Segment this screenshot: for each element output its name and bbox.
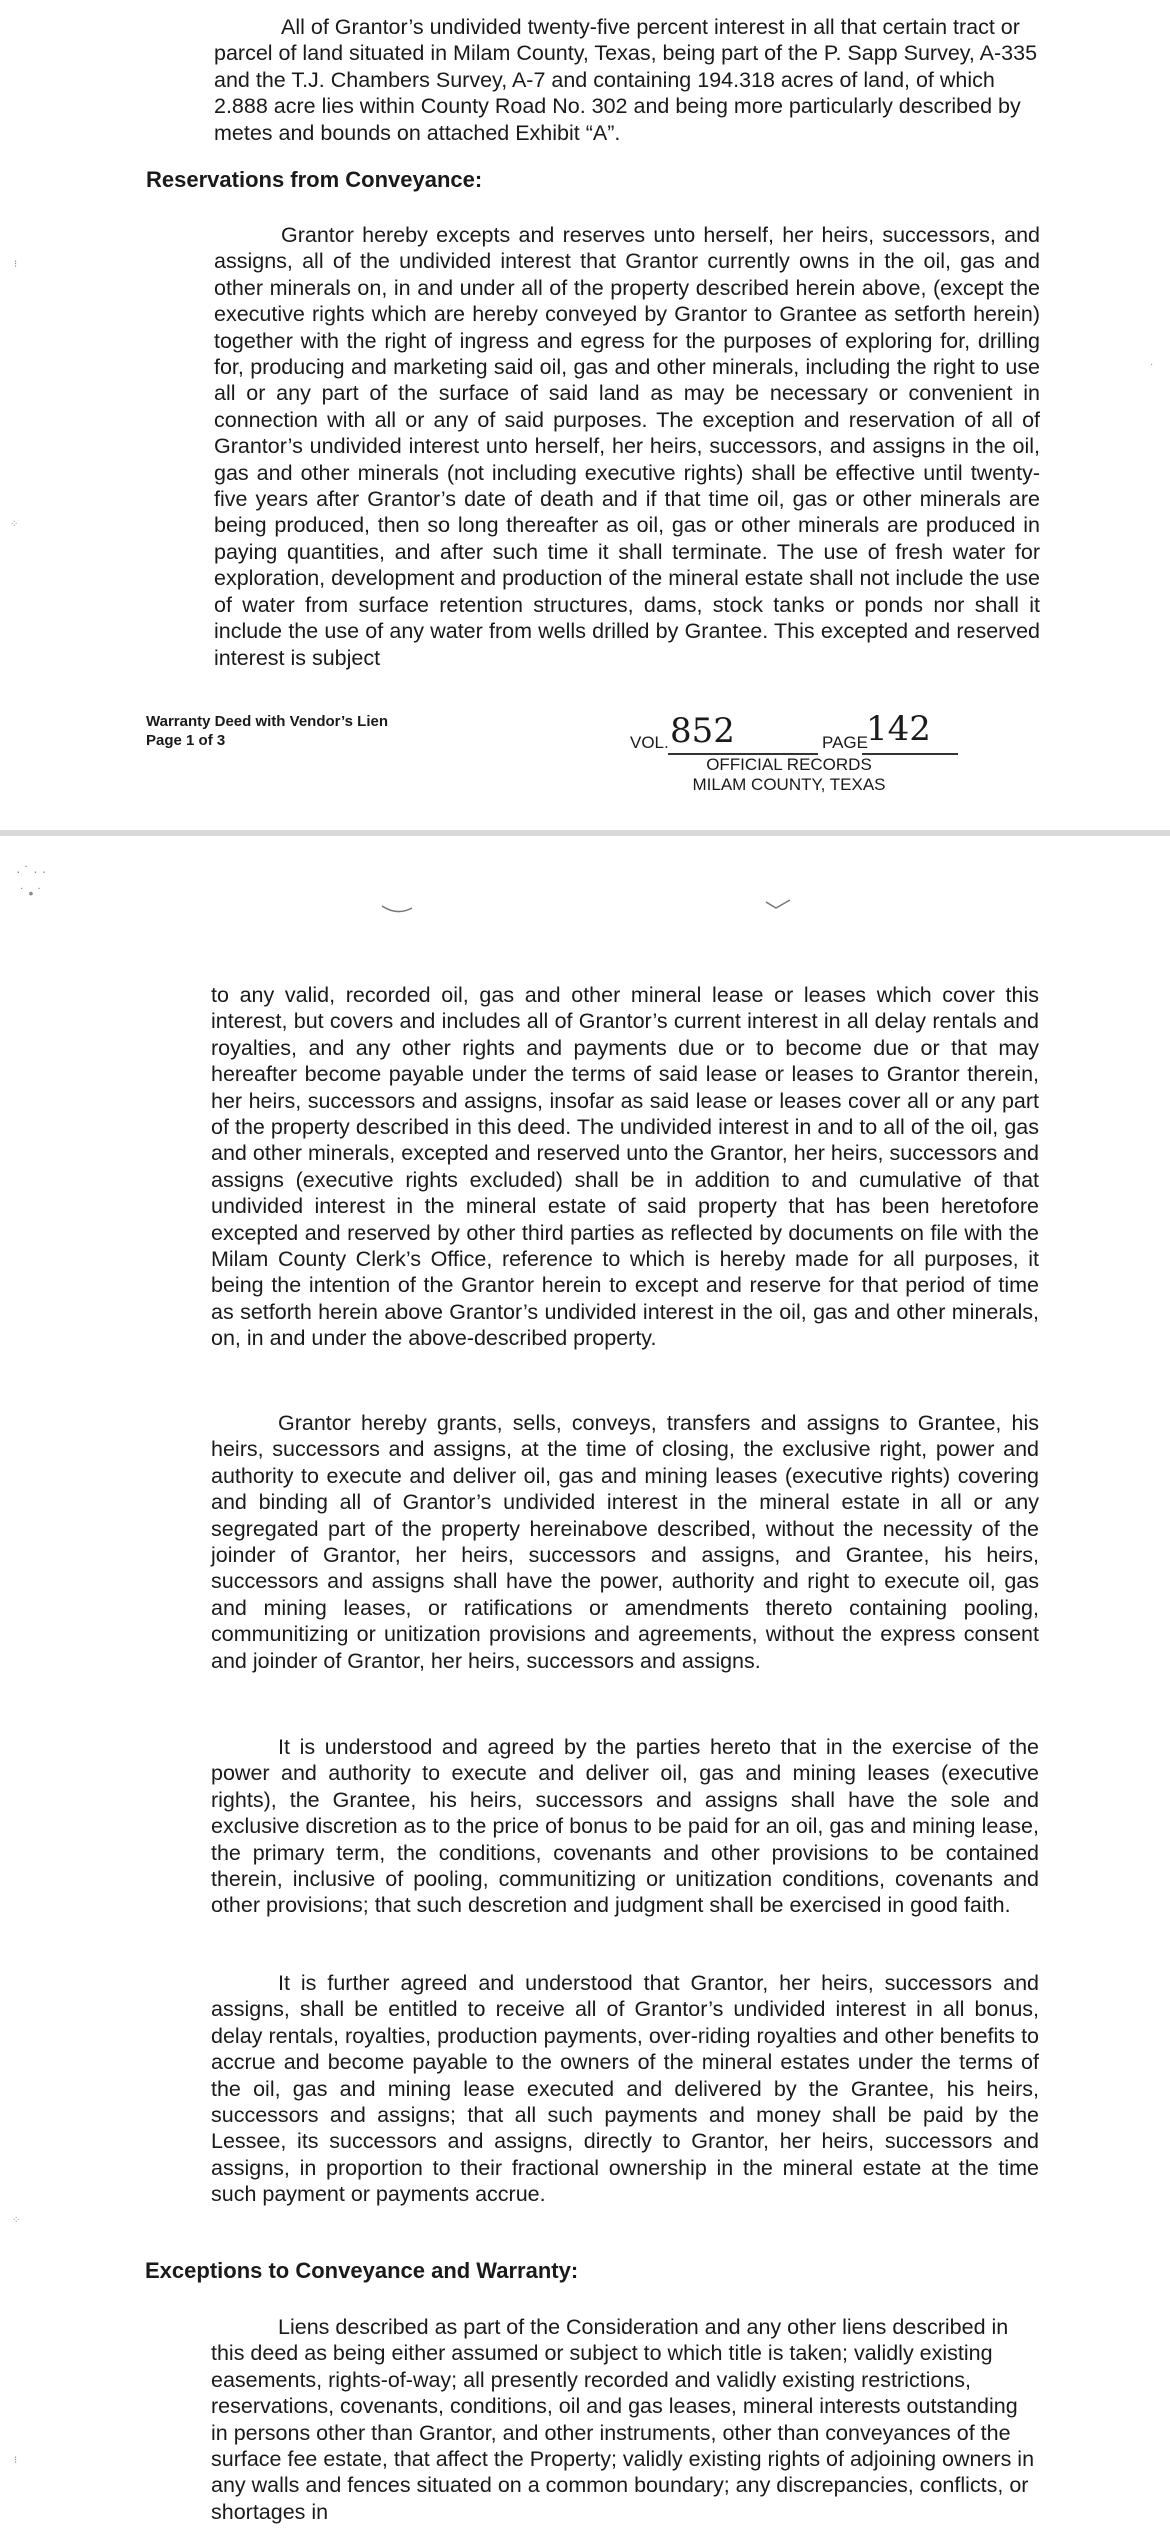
vol-label: VOL. xyxy=(630,733,669,752)
scan-speck: ⁝ xyxy=(14,259,18,270)
scan-speck: · xyxy=(1150,359,1154,370)
scan-mark xyxy=(380,902,414,916)
vol-number: 852 xyxy=(670,711,735,751)
heading-exceptions: Exceptions to Conveyance and Warranty: xyxy=(145,2258,579,2283)
heading-reservations: Reservations from Conveyance: xyxy=(146,167,483,192)
county-text: MILAM COUNTY, TEXAS xyxy=(692,775,886,794)
official-records-text: OFFICIAL RECORDS xyxy=(706,755,872,774)
paragraph-discretion: It is understood and agreed by the parties hereto that in the exercise of the power and authority to execute and deliver oil, gas and mining leases (executive rights), the Grantee, his heirs, successors and assigns shall have the sole and exclusive discretion as to the price of bonus to be paid for an oil, gas and mining lease, the primary term, the conditions, covenants and other provisions to be contained therein, inclusive of pooling, communitizing or unitization conditions, covenants and other provisions; that such descretion and judgment shall be exercised in good faith. xyxy=(211,1735,1039,1918)
scan-speck: ⁘ xyxy=(10,519,19,530)
footer-document-info xyxy=(146,712,388,750)
paragraph-exceptions: Liens described as part of the Consideration and any other liens described in this deed as being either assumed or subject to which title is taken; validly existing easements, rights-of-way; all presently recorded and validly existing restrictions, reservations, covenants, conditions, oil and gas leases, mineral interests outstanding in persons other than Grantor, and other instruments, other than conveyances of the surface fee estate, that affect the Property; validly existing rights of adjoining owners in any walls and fences situated on a common boundary; any discrepancies, conflicts, or shortages in xyxy=(211,2315,1035,2524)
scan-speck: ⁝ xyxy=(14,2455,18,2466)
document-page-1 xyxy=(0,0,1170,830)
scan-mark xyxy=(764,898,792,912)
document-page-2 xyxy=(0,836,1170,2532)
paragraph-executive-rights: Grantor hereby grants, sells, conveys, transfers and assigns to Grantee, his heirs, successors and assigns, at the time of closing, the exclusive right, power and authority to execute and deliver oil, gas and mining leases (executive rights) covering and binding all of Grantor’s undivided interest in the mineral estate in all or any segregated part of the property hereinabove described, without the necessity of the joinder of Grantor, her heirs, successors and assigns, and Grantee, his heirs, successors and assigns shall have the power, authority and right to execute oil, gas and mining leases, or ratifications or amendments thereto containing pooling, communitizing or unitization provisions and agreements, without the express consent and joinder of Grantor, her heirs, successors and assigns. xyxy=(211,1411,1039,1673)
scan-speck: · ˙ · · xyxy=(16,863,47,879)
paragraph-payments: It is further agreed and understood that Grantor, her heirs, successors and assigns, shall be entitled to receive all of Grantor’s undivided interest in all bonus, delay rentals, royalties, production payments, over-riding royalties and other benefits to accrue and become payable to the owners of the mineral estates under the terms of the oil, gas and mining lease executed and delivered by the Grantee, his heirs, successors and assigns; that all such payments and money shall be paid by the Lessee, its successors and assigns, directly to Grantor, her heirs, successors and assigns, in proportion to their fractional ownership in the mineral estate at the time such payment or payments accrue. xyxy=(211,1971,1039,2207)
scan-speck: ˙ • ˙ xyxy=(20,885,43,901)
paragraph-continuation: to any valid, recorded oil, gas and other mineral lease or leases which cover this interest, but covers and includes all of Grantor’s current interest in all delay rentals and royalties, and any other rights and payments due or to become due or that may hereafter become payable under the terms of said lease or leases to Grantor therein, her heirs, successors and assigns, insofar as said lease or leases cover all or any part of the property described in this deed. The undivided interest in and to all of the oil, gas and other minerals, excepted and reserved unto the Grantor, her heirs, successors and assigns (executive rights excluded) shall be in addition to and cumulative of that undivided interest in the mineral estate of said property that has been heretofore excepted and reserved by other third parties as reflected by documents on file with the Milam County Clerk’s Office, reference to which is hereby made for all purposes, it being the intention of the Grantor herein to except and reserve for that period of time as setforth herein above Grantor’s undivided interest in the oil, gas and other minerals, on, in and under the above-described property. xyxy=(211,983,1039,1351)
footer-doc-title: Warranty Deed with Vendor’s Lien xyxy=(146,713,388,730)
scan-speck: ⁘ xyxy=(12,2215,21,2226)
page-number: 142 xyxy=(866,709,931,749)
footer-page-count: Page 1 of 3 xyxy=(146,732,226,749)
paragraph-reservations: Grantor hereby excepts and reserves unto herself, her heirs, successors, and assigns, all of the undivided interest that Grantor currently owns in the oil, gas and other minerals on, in and under all of the property described herein above, (except the executive rights which are hereby conveyed by Grantor to Grantee as setforth herein) together with the right of ingress and egress for the purposes of exploring for, drilling for, producing and marketing said oil, gas and other minerals, including the right to use all or any part of the surface of said land as may be necessary or convenient in connection with all or any of said purposes. The exception and reservation of all of Grantor’s undivided interest unto herself, her heirs, successors, and assigns in the oil, gas and other minerals (not including executive rights) shall be effective until twenty-five years after Grantor’s date of death and if that time oil, gas or other minerals are being produced, then so long thereafter as oil, gas or other minerals are produced in paying quantities, and after such time it shall terminate. The use of fresh water for exploration, development and production of the mineral estate shall not include the use of water from surface retention structures, dams, stock tanks or ponds nor shall it include the use of any water from wells drilled by Grantee. This excepted and reserved interest is subject xyxy=(214,223,1040,670)
page-label: PAGE xyxy=(822,733,868,752)
recording-stamp xyxy=(630,705,990,795)
official-records-label xyxy=(674,755,904,795)
paragraph-legal-description: All of Grantor’s undivided twenty-five percent interest in all that certain tract or parcel of land situated in Milam County, Texas, being part of the P. Sapp Survey, A-335 and the T.J. Chambers Survey, A-7 and containing 194.318 acres of land, of which 2.888 acre lies within County Road No. 302 and being more particularly described by metes and bounds on attached Exhibit “A”. xyxy=(214,15,1038,145)
